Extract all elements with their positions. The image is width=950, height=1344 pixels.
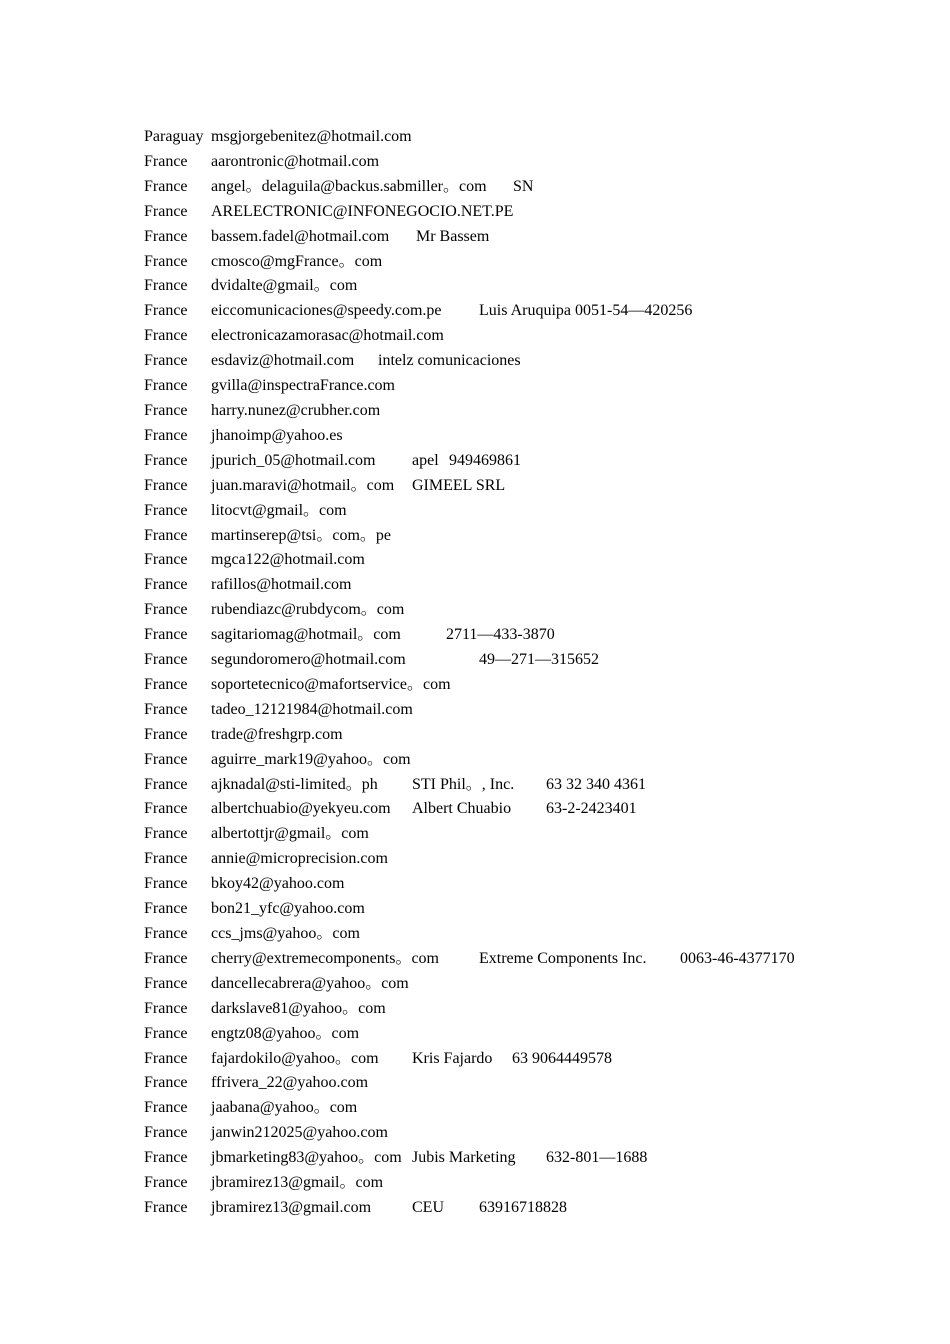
country-cell: France <box>144 850 188 868</box>
country-cell: France <box>144 302 188 320</box>
email-cell: albertchuabio@yekyeu.com <box>211 800 391 818</box>
email-cell: trade@freshgrp.com <box>211 725 343 743</box>
country-cell: France <box>144 1024 188 1042</box>
country-cell: France <box>144 750 188 768</box>
country-cell: France <box>144 925 188 942</box>
list-item <box>144 150 924 175</box>
detail-cell: 0063-46-4377170 <box>680 949 795 967</box>
email-cell: gvilla@inspectraFrance.com <box>211 377 395 395</box>
list-item <box>144 324 924 349</box>
country-cell: France <box>144 501 188 519</box>
list-item <box>144 1022 924 1047</box>
email-cell: albertottjr@gmail。com <box>211 825 369 843</box>
country-cell: France <box>144 700 188 718</box>
country-cell: France <box>144 327 188 345</box>
list-item <box>144 449 924 474</box>
detail-cell: 49—271—315652 <box>479 651 599 669</box>
list-item <box>144 847 924 872</box>
list-item <box>144 474 924 499</box>
detail-cell: STI Phil。, Inc. <box>412 775 515 793</box>
email-cell: bkoy42@yahoo.com <box>211 875 345 893</box>
detail-cell: Albert Chuabio <box>412 800 512 818</box>
country-cell: France <box>144 675 188 693</box>
country-cell: France <box>144 949 188 967</box>
country-cell: France <box>144 999 188 1017</box>
list-item <box>144 499 924 524</box>
country-cell: France <box>144 800 188 818</box>
email-cell: jhanoimp@yahoo.es <box>211 426 343 444</box>
list-item <box>144 947 924 972</box>
list-item <box>144 524 924 549</box>
email-cell: electronicazamorasac@hotmail.com <box>211 327 444 345</box>
list-item <box>144 648 924 673</box>
email-cell: juan.maravi@hotmail。com <box>211 476 395 494</box>
country-cell: France <box>144 377 188 395</box>
country-cell: France <box>144 227 188 245</box>
list-item <box>144 623 924 648</box>
list-item <box>144 175 924 200</box>
detail-cell: 949469861 <box>449 451 521 469</box>
country-cell: Paraguay <box>144 128 204 145</box>
list-item <box>144 897 924 922</box>
list-item <box>144 698 924 723</box>
email-cell: ffrivera_22@yahoo.com <box>211 1074 369 1092</box>
list-item <box>144 1047 924 1072</box>
list-item <box>144 349 924 374</box>
list-item <box>144 922 924 947</box>
email-cell: bassem.fadel@hotmail.com <box>211 227 390 245</box>
country-cell: France <box>144 1099 188 1117</box>
list-item <box>144 797 924 822</box>
email-cell: dancellecabrera@yahoo。com <box>211 974 409 992</box>
email-cell: ajknadal@sti-limited。ph <box>211 775 378 793</box>
country-cell: France <box>144 426 188 444</box>
email-cell: ccs_jms@yahoo。com <box>211 925 360 942</box>
detail-cell: Luis Aruquipa 0051-54—420256 <box>479 302 693 320</box>
country-cell: France <box>144 526 188 544</box>
list-item <box>144 1196 924 1221</box>
country-cell: France <box>144 1074 188 1092</box>
detail-cell: Kris Fajardo <box>412 1049 493 1067</box>
detail-cell: 63-2-2423401 <box>546 800 637 818</box>
email-cell: msgjorgebenitez@hotmail.com <box>211 128 412 145</box>
list-item <box>144 997 924 1022</box>
email-cell: litocvt@gmail。com <box>211 501 347 519</box>
email-cell: angel。delaguila@backus.sabmiller。com <box>211 177 487 195</box>
email-cell: tadeo_12121984@hotmail.com <box>211 700 413 718</box>
detail-cell: SN <box>513 177 534 195</box>
list-item <box>144 299 924 324</box>
list-item <box>144 872 924 897</box>
country-cell: France <box>144 177 188 195</box>
list-item <box>144 1071 924 1096</box>
country-cell: France <box>144 352 188 370</box>
detail-cell: Mr Bassem <box>416 227 490 245</box>
list-item <box>144 548 924 573</box>
list-item <box>144 200 924 225</box>
detail-cell: apel <box>412 451 439 469</box>
detail-cell: Jubis Marketing <box>412 1149 516 1167</box>
country-cell: France <box>144 601 188 619</box>
email-cell: jpurich_05@hotmail.com <box>211 451 376 469</box>
email-cell: sagitariomag@hotmail。com <box>211 626 401 644</box>
detail-cell: 63916718828 <box>479 1198 567 1216</box>
email-cell: segundoromero@hotmail.com <box>211 651 406 669</box>
email-cell: bon21_yfc@yahoo.com <box>211 900 365 918</box>
detail-cell: intelz comunicaciones <box>378 352 521 370</box>
country-cell: France <box>144 277 188 295</box>
list-item <box>144 274 924 299</box>
contact-list <box>144 125 924 1221</box>
detail-cell: Extreme Components Inc. <box>479 949 647 967</box>
country-cell: France <box>144 725 188 743</box>
list-item <box>144 250 924 275</box>
email-cell: darkslave81@yahoo。com <box>211 999 386 1017</box>
list-item <box>144 374 924 399</box>
country-cell: France <box>144 974 188 992</box>
email-cell: aarontronic@hotmail.com <box>211 152 380 170</box>
email-cell: harry.nunez@crubher.com <box>211 401 381 419</box>
email-cell: jaabana@yahoo。com <box>211 1099 358 1117</box>
country-cell: France <box>144 900 188 918</box>
country-cell: France <box>144 651 188 669</box>
email-cell: cherry@extremecomponents。com <box>211 949 439 967</box>
list-item <box>144 1171 924 1196</box>
email-cell: engtz08@yahoo。com <box>211 1024 360 1042</box>
email-cell: janwin212025@yahoo.com <box>211 1124 388 1142</box>
email-cell: soportetecnico@mafortservice。com <box>211 675 451 693</box>
email-cell: esdaviz@hotmail.com <box>211 352 355 370</box>
detail-cell: 632-801—1688 <box>546 1149 648 1167</box>
list-item <box>144 972 924 997</box>
country-cell: France <box>144 252 188 270</box>
list-item <box>144 1096 924 1121</box>
email-cell: fajardokilo@yahoo。com <box>211 1049 379 1067</box>
country-cell: France <box>144 875 188 893</box>
email-cell: martinserep@tsi。com。pe <box>211 526 392 544</box>
list-item <box>144 723 924 748</box>
email-cell: rubendiazc@rubdycom。com <box>211 601 405 619</box>
detail-cell: 2711—433-3870 <box>446 626 555 644</box>
email-cell: dvidalte@gmail。com <box>211 277 358 295</box>
list-item <box>144 748 924 773</box>
country-cell: France <box>144 1124 188 1142</box>
country-cell: France <box>144 1174 188 1192</box>
list-item <box>144 773 924 798</box>
country-cell: France <box>144 775 188 793</box>
country-cell: France <box>144 1198 188 1216</box>
country-cell: France <box>144 1149 188 1167</box>
country-cell: France <box>144 152 188 170</box>
email-cell: jbmarketing83@yahoo。com <box>211 1149 402 1167</box>
email-cell: jbramirez13@gmail。com <box>211 1174 384 1192</box>
email-cell: jbramirez13@gmail.com <box>211 1198 372 1216</box>
list-item <box>144 573 924 598</box>
list-item <box>144 673 924 698</box>
detail-cell: CEU <box>412 1198 444 1216</box>
list-item <box>144 1121 924 1146</box>
email-cell: rafillos@hotmail.com <box>211 576 352 594</box>
country-cell: France <box>144 825 188 843</box>
list-item <box>144 399 924 424</box>
list-item <box>144 225 924 250</box>
country-cell: France <box>144 1049 188 1067</box>
country-cell: France <box>144 551 188 569</box>
email-cell: annie@microprecision.com <box>211 850 388 868</box>
country-cell: France <box>144 626 188 644</box>
list-item <box>144 424 924 449</box>
list-item <box>144 125 924 150</box>
email-cell: cmosco@mgFrance。com <box>211 252 383 270</box>
email-cell: aguirre_mark19@yahoo。com <box>211 750 411 768</box>
detail-cell: 63 32 340 4361 <box>546 775 646 793</box>
email-cell: mgca122@hotmail.com <box>211 551 365 569</box>
detail-cell: 63 9064449578 <box>512 1049 612 1067</box>
email-cell: ARELECTRONIC@INFONEGOCIO.NET.PE <box>211 202 514 220</box>
detail-cell: GIMEEL SRL <box>412 476 506 494</box>
list-item <box>144 598 924 623</box>
email-cell: eiccomunicaciones@speedy.com.pe <box>211 302 442 320</box>
country-cell: France <box>144 476 188 494</box>
country-cell: France <box>144 401 188 419</box>
country-cell: France <box>144 451 188 469</box>
country-cell: France <box>144 576 188 594</box>
list-item <box>144 822 924 847</box>
list-item <box>144 1146 924 1171</box>
country-cell: France <box>144 202 188 220</box>
